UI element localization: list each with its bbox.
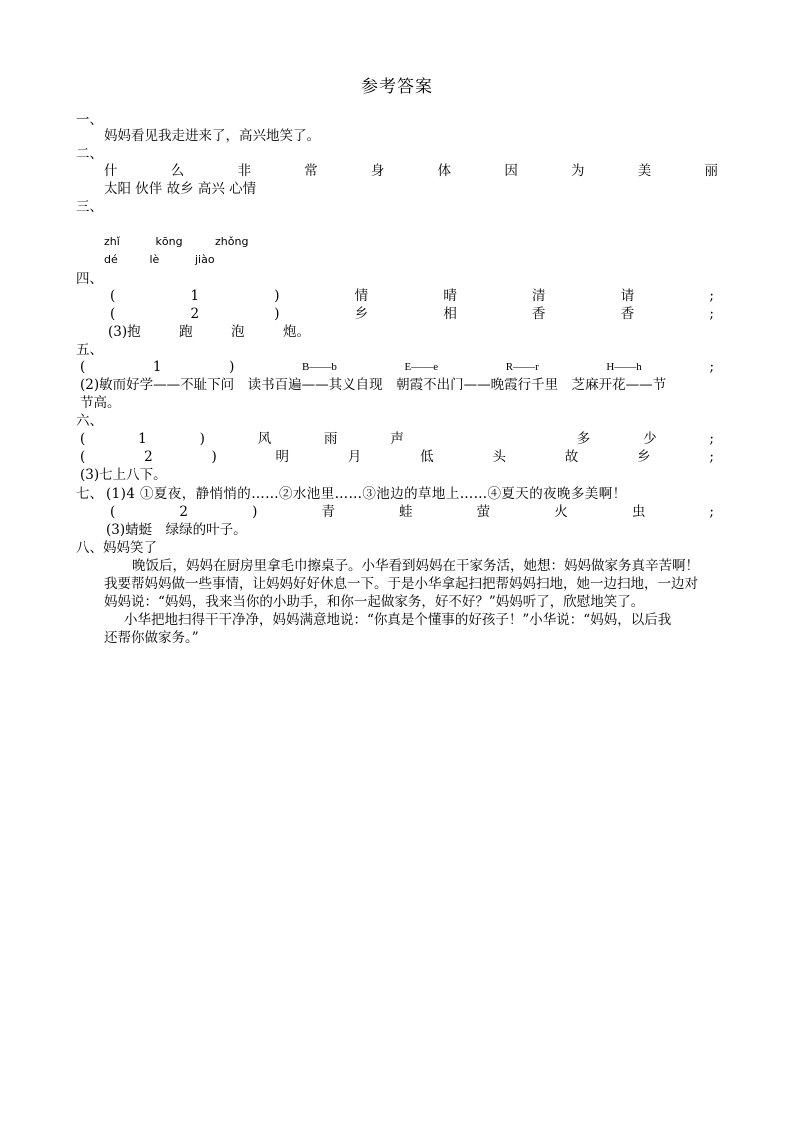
section-5-row-3: 节高。 [80,395,121,411]
answer-char: 泡 [231,324,245,340]
paren-open: ( [80,359,86,375]
essay-line: 妈妈说：“妈妈，我来当你的小助手，和你一起做家务，好不好？”妈妈听了，欣慰地笑了。 [104,594,645,610]
section-4-row-2 [110,306,714,322]
semicolon: ; [709,504,714,520]
item-number: 2 [179,504,188,520]
section-5-row-2: (2)敏而好学——不耻下问 读书百遍——其义自现 朝霞不出门——晚霞行千里 芝麻开花——节 [80,377,667,393]
paren-open: ( [110,306,116,322]
semicolon: ; [709,359,714,375]
section-2-row-2: 太阳 伙伴 故乡 高兴 心情 [104,181,257,197]
section-7-row-3: (3)蜻蜓 绿绿的叶子。 [106,522,247,538]
letter-pair: E——e [404,361,439,373]
answer-char: 雨 [324,431,338,447]
answer-char: 清 [532,288,546,304]
answer-char: 虫 [631,504,646,520]
answer-char: 乡 [354,306,369,322]
pinyin: zhǐ [104,235,120,248]
section-5-row-1 [80,359,714,375]
semicolon: ; [709,306,714,322]
section-2-label: 二、 [76,146,103,162]
answer-char: 明 [275,449,290,465]
word-char: 丽 [704,163,718,179]
section-4-row-3 [108,324,310,340]
answer-char: 风 [257,431,272,447]
paren-open: ( [110,288,116,304]
paren-open: ( [110,504,116,520]
paren-open: ( [80,431,86,447]
word-char: 非 [237,163,251,179]
answer-char: 蛙 [399,504,413,520]
item-number: 1 [190,288,200,304]
essay-line: 晚饭后，妈妈在厨房里拿毛巾擦桌子。小华看到妈妈在干家务活，她想：妈妈做家务真辛苦啊！ [132,558,699,574]
section-3-label: 三、 [76,199,103,215]
word-char: 么 [170,163,185,179]
letter-pair: B——b [302,361,337,373]
answer-char: 炮。 [282,324,310,340]
item-number: 1 [138,431,147,447]
section-6-row-2 [80,449,714,465]
answer-char: 故 [564,449,579,465]
semicolon: ; [709,431,714,447]
item-number: 2 [190,306,200,322]
answer-char: 青 [321,504,335,520]
section-4-row-1 [110,288,714,304]
answer-char: 乡 [637,449,651,465]
letter-pair: H——h [606,361,642,373]
section-7-label: 七、 [76,486,103,502]
essay-line: 还帮你做家务。” [104,630,199,646]
pinyin: lè [149,253,160,266]
essay-line: 小华把地扫得干干净净，妈妈满意地说：“你真是个懂事的好孩子！”小华说：“妈妈，以后我 [124,612,672,628]
section-5-label: 五、 [76,342,103,358]
section-6-row-1 [80,431,714,447]
letter-pair: R——r [505,361,539,373]
answer-char: 低 [420,449,434,465]
essay-line: 我要帮妈妈做一些事情，让妈妈好好休息一下。于是小华拿起扫把帮妈妈扫地，她一边扫地，一边对 [104,576,698,592]
pinyin-row-1 [104,235,248,249]
answer-char: 少 [643,431,657,447]
word-char: 为 [571,163,585,179]
section-7-row-2 [110,504,714,520]
paren-open: ( [80,449,86,465]
word-char: 体 [437,163,452,179]
item-number: 1 [152,359,162,375]
answer-char: 火 [554,504,568,520]
section-6-row-3: (3)七上八下。 [80,467,167,483]
word-char: 什 [104,163,118,179]
section-8-label: 八、妈妈笑了 [76,540,157,556]
pinyin: jiào [195,253,215,266]
item-number: 2 [144,449,153,465]
pinyin: kōng [155,235,183,248]
answer-char: 萤 [476,504,491,520]
pinyin: dé [104,253,118,266]
pinyin: zhǒng [215,235,249,248]
section-1-label: 一、 [76,112,103,128]
answer-char: 情 [354,288,369,304]
section-1-answer: 妈妈看见我走进来了，高兴地笑了。 [104,128,320,144]
answer-char: 香 [620,306,635,322]
semicolon: ; [709,288,714,304]
answer-char: 相 [443,306,457,322]
section-2-row-1 [104,163,718,179]
answer-char: 跑 [179,324,193,340]
page-title: 参考答案 [361,77,433,97]
answer-char: 月 [347,449,362,465]
answer-char: 晴 [443,288,457,304]
answer-char: 请 [620,288,635,304]
paren-close: ) [274,306,280,322]
word-char: 常 [304,163,318,179]
paren-close: ) [252,504,258,520]
section-4-label: 四、 [76,271,103,287]
semicolon: ; [709,449,714,465]
answer-char: 头 [492,449,506,465]
word-char: 美 [637,163,652,179]
paren-close: ) [274,288,280,304]
answer-char: 声 [390,431,404,447]
paren-close: ) [211,449,217,465]
section-7-row-1: (1)4 ①夏夜，静悄悄的……②水池里……③池边的草地上……④夏天的夜晚多美啊！ [106,486,627,502]
answer-char: (3)抱 [108,324,141,340]
pinyin-row-2 [104,253,215,267]
word-char: 身 [370,163,385,179]
answer-char: 多 [576,431,591,447]
paren-close: ) [199,431,205,447]
word-char: 因 [504,163,518,179]
section-6-label: 六、 [76,413,103,429]
answer-char: 香 [532,306,546,322]
paren-close: ) [229,359,235,375]
